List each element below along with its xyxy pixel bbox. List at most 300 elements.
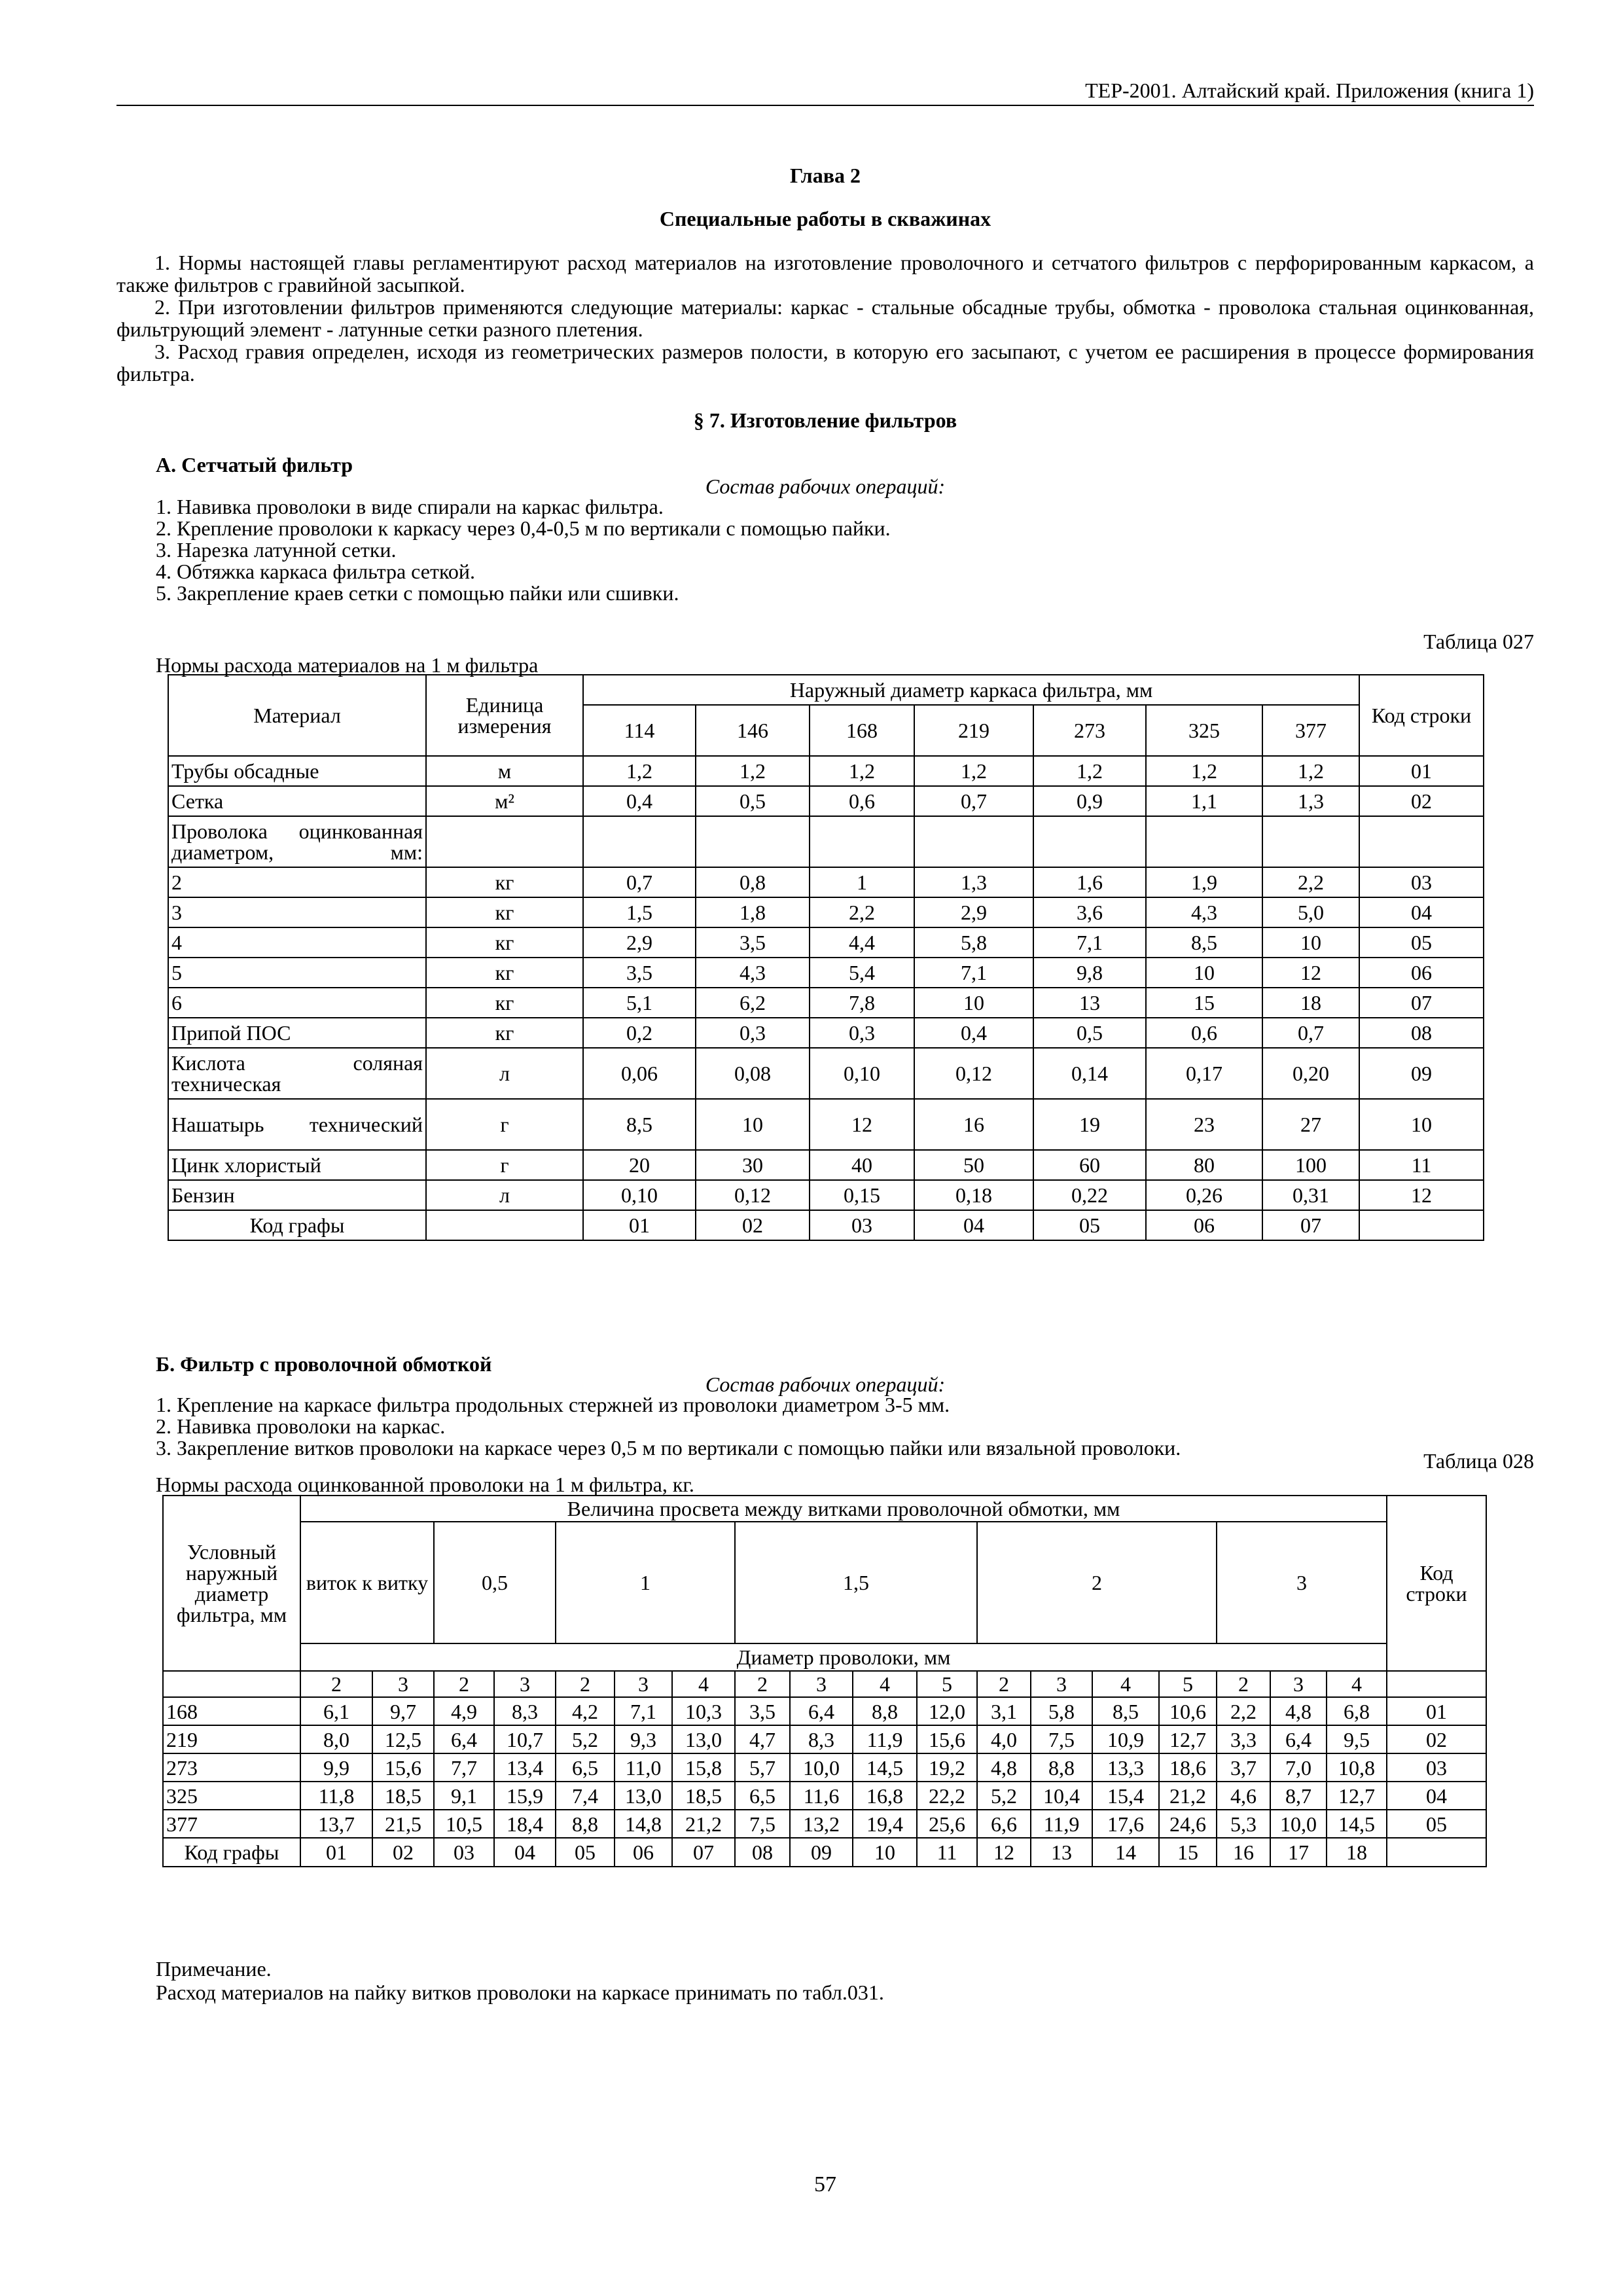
table-027	[168, 674, 1484, 1241]
value-cell: 0,3	[696, 1018, 810, 1048]
wire-diameter-cell: 2	[556, 1671, 615, 1697]
value-cell: 13,2	[790, 1810, 853, 1838]
diameter-header: 273	[1033, 705, 1146, 756]
value-cell: 0,5	[1033, 1018, 1146, 1048]
wire-diameter-cell: 2	[300, 1671, 372, 1697]
table-row	[163, 1725, 1486, 1753]
value-cell: 13,7	[300, 1810, 372, 1838]
material-cell: 4	[168, 927, 426, 958]
value-cell: 7,7	[434, 1753, 494, 1782]
table-027-label: Таблица 027	[1423, 630, 1534, 653]
column-code-cell: 02	[372, 1838, 434, 1867]
column-code-cell: 09	[790, 1838, 853, 1867]
unit-cell: м²	[426, 786, 583, 816]
value-cell: 5,8	[914, 927, 1033, 958]
value-cell: 20	[583, 1150, 696, 1180]
value-cell: 8,3	[494, 1697, 556, 1725]
row-code-cell: 11	[1359, 1150, 1484, 1180]
diameter-header: 168	[810, 705, 914, 756]
value-cell: 0,5	[696, 786, 810, 816]
wire-diameter-cell: 4	[1327, 1671, 1387, 1697]
column-code-cell: 04	[914, 1210, 1033, 1240]
value-cell: 1,9	[1146, 867, 1262, 897]
value-cell: 0,08	[696, 1048, 810, 1099]
row-code-cell: 01	[1387, 1697, 1486, 1725]
column-code-cell: 06	[615, 1838, 672, 1867]
value-cell: 10	[1146, 958, 1262, 988]
value-cell: 3,1	[977, 1697, 1031, 1725]
value-cell: 4,6	[1217, 1782, 1270, 1810]
value-cell: 5,3	[1217, 1810, 1270, 1838]
value-cell: 19	[1033, 1099, 1146, 1150]
value-cell: 21,2	[1159, 1782, 1217, 1810]
value-cell: 7,1	[914, 958, 1033, 988]
table-row	[163, 1810, 1486, 1838]
wire-diameter-cell: 3	[372, 1671, 434, 1697]
table-row	[168, 1150, 1484, 1180]
value-cell: 40	[810, 1150, 914, 1180]
running-header: ТЕР-2001. Алтайский край. Приложения (книга 1)	[1085, 79, 1534, 102]
value-cell: 11,0	[615, 1753, 672, 1782]
value-cell: 5,7	[735, 1753, 790, 1782]
value-cell: 6,5	[556, 1753, 615, 1782]
unit-cell: г	[426, 1150, 583, 1180]
value-cell: 8,8	[1031, 1753, 1092, 1782]
value-cell: 1,2	[810, 756, 914, 786]
value-cell: 15	[1146, 988, 1262, 1018]
value-cell: 0,8	[696, 867, 810, 897]
row-code-cell: 03	[1359, 867, 1484, 897]
value-cell: 10	[914, 988, 1033, 1018]
column-code-cell: 08	[735, 1838, 790, 1867]
diameter-header: 325	[1146, 705, 1262, 756]
value-cell: 12,0	[917, 1697, 977, 1725]
value-cell: 13	[1033, 988, 1146, 1018]
value-cell: 0,18	[914, 1180, 1033, 1210]
gap-group-header: Величина просвета между витками проволочной обмотки, мм	[300, 1496, 1387, 1522]
value-cell: 7,8	[810, 988, 914, 1018]
wire-diameter-cell: 4	[672, 1671, 735, 1697]
part-a-ops-title: Состав рабочих операций:	[705, 475, 946, 498]
value-cell: 1,5	[583, 897, 696, 927]
value-cell: 7,1	[615, 1697, 672, 1725]
wire-diameter-cell: 3	[615, 1671, 672, 1697]
chapter-title: Глава 2	[790, 164, 861, 187]
table-row	[168, 927, 1484, 958]
value-cell: 10,5	[434, 1810, 494, 1838]
unit-cell: кг	[426, 897, 583, 927]
value-cell: 30	[696, 1150, 810, 1180]
table-027-caption: Нормы расхода материалов на 1 м фильтра	[156, 653, 539, 677]
part-a-ops-list	[156, 496, 891, 604]
value-cell: 6,4	[434, 1725, 494, 1753]
value-cell: 11,8	[300, 1782, 372, 1810]
table-row	[168, 1018, 1484, 1048]
value-cell: 4,7	[735, 1725, 790, 1753]
table-028-label: Таблица 028	[1423, 1449, 1534, 1473]
column-code-cell: 13	[1031, 1838, 1092, 1867]
value-cell: 10,0	[790, 1753, 853, 1782]
column-code-cell: 17	[1270, 1838, 1327, 1867]
value-cell: 3,5	[735, 1697, 790, 1725]
material-cell: 2	[168, 867, 426, 897]
filter-diameter-cell: 377	[163, 1810, 300, 1838]
value-cell: 0,7	[583, 867, 696, 897]
value-cell: 4,0	[977, 1725, 1031, 1753]
value-cell: 25,6	[917, 1810, 977, 1838]
table-row	[168, 1099, 1484, 1150]
value-cell: 4,3	[1146, 897, 1262, 927]
value-cell: 0,10	[583, 1180, 696, 1210]
value-cell	[1262, 816, 1359, 867]
value-cell: 11,6	[790, 1782, 853, 1810]
value-cell: 5,2	[556, 1725, 615, 1753]
value-cell: 5,2	[977, 1782, 1031, 1810]
column-code-cell: 03	[810, 1210, 914, 1240]
row-code-cell: 05	[1387, 1810, 1486, 1838]
empty-cell	[1359, 1210, 1484, 1240]
value-cell: 27	[1262, 1099, 1359, 1150]
filter-diameter-cell: 168	[163, 1697, 300, 1725]
value-cell: 17,6	[1092, 1810, 1159, 1838]
value-cell: 2,2	[1217, 1697, 1270, 1725]
value-cell: 0,14	[1033, 1048, 1146, 1099]
value-cell: 15,8	[672, 1753, 735, 1782]
value-cell: 3,5	[583, 958, 696, 988]
material-cell: 3	[168, 897, 426, 927]
value-cell: 14,5	[1327, 1810, 1387, 1838]
value-cell: 4,3	[696, 958, 810, 988]
part-b-ops-title: Состав рабочих операций:	[705, 1372, 946, 1396]
table-row	[163, 1782, 1486, 1810]
value-cell	[810, 816, 914, 867]
part-b-ops-list	[156, 1394, 1181, 1459]
row-code-cell: 02	[1359, 786, 1484, 816]
value-cell: 10,6	[1159, 1697, 1217, 1725]
value-cell: 9,9	[300, 1753, 372, 1782]
value-cell: 19,2	[917, 1753, 977, 1782]
value-cell: 21,2	[672, 1810, 735, 1838]
unit-cell: кг	[426, 867, 583, 897]
wire-diameter-cell: 2	[1217, 1671, 1270, 1697]
row-code-cell: 02	[1387, 1725, 1486, 1753]
row-code-cell: 03	[1387, 1753, 1486, 1782]
row-code-header: Код строки	[1387, 1496, 1486, 1671]
filter-diameter-header: Условный наружный диаметр фильтра, мм	[163, 1496, 300, 1671]
value-cell: 1,2	[583, 756, 696, 786]
value-cell: 8,5	[583, 1099, 696, 1150]
value-cell: 0,7	[1262, 1018, 1359, 1048]
empty-cell	[163, 1671, 300, 1697]
value-cell: 15,9	[494, 1782, 556, 1810]
value-cell: 1,1	[1146, 786, 1262, 816]
value-cell: 9,1	[434, 1782, 494, 1810]
material-header: Материал	[168, 675, 426, 756]
value-cell	[583, 816, 696, 867]
value-cell: 22,2	[917, 1782, 977, 1810]
diameter-header: 377	[1262, 705, 1359, 756]
value-cell: 7,1	[1033, 927, 1146, 958]
value-cell: 10,4	[1031, 1782, 1092, 1810]
table-row	[168, 958, 1484, 988]
value-cell: 9,3	[615, 1725, 672, 1753]
column-code-label: Код графы	[168, 1210, 426, 1240]
gap-header: виток к витку	[300, 1522, 434, 1643]
value-cell: 9,8	[1033, 958, 1146, 988]
column-code-cell: 10	[853, 1838, 917, 1867]
intro-paragraph: 3. Расход гравия определен, исходя из геометрических размеров полости, в которую его засыпают, с учетом ее расширения в процессе формирования фильтра.	[116, 340, 1534, 386]
value-cell: 10,3	[672, 1697, 735, 1725]
operation-item: 1. Крепление на каркасе фильтра продольных стержней из проволоки диаметром 3-5 мм.	[156, 1393, 950, 1416]
section-title: § 7. Изготовление фильтров	[693, 408, 957, 432]
gap-header: 3	[1217, 1522, 1387, 1643]
value-cell: 4,4	[810, 927, 914, 958]
material-cell: Бензин	[168, 1180, 426, 1210]
value-cell: 0,7	[914, 786, 1033, 816]
unit-cell: кг	[426, 958, 583, 988]
value-cell: 10,0	[1270, 1810, 1327, 1838]
unit-cell: м	[426, 756, 583, 786]
value-cell: 80	[1146, 1150, 1262, 1180]
table-row	[168, 1048, 1484, 1099]
column-code-cell: 03	[434, 1838, 494, 1867]
value-cell: 6,1	[300, 1697, 372, 1725]
column-code-row	[168, 1210, 1484, 1240]
value-cell: 2,9	[914, 897, 1033, 927]
value-cell: 1,2	[696, 756, 810, 786]
value-cell: 3,5	[696, 927, 810, 958]
value-cell: 10	[696, 1099, 810, 1150]
value-cell: 1,3	[1262, 786, 1359, 816]
material-cell: Припой ПОС	[168, 1018, 426, 1048]
value-cell: 13,0	[672, 1725, 735, 1753]
value-cell: 0,20	[1262, 1048, 1359, 1099]
material-cell: Кислота соляная техническая	[168, 1048, 426, 1099]
note-text: Расход материалов на пайку витков проволоки на каркасе принимать по табл.031.	[156, 1981, 884, 2004]
value-cell: 0,31	[1262, 1180, 1359, 1210]
column-code-cell: 16	[1217, 1838, 1270, 1867]
value-cell: 23	[1146, 1099, 1262, 1150]
column-code-cell: 05	[1033, 1210, 1146, 1240]
value-cell: 6,5	[735, 1782, 790, 1810]
wire-diameter-cell: 3	[1270, 1671, 1327, 1697]
column-code-row	[163, 1838, 1486, 1867]
value-cell: 12,5	[372, 1725, 434, 1753]
value-cell: 14,5	[853, 1753, 917, 1782]
row-code-cell: 09	[1359, 1048, 1484, 1099]
value-cell: 0,12	[696, 1180, 810, 1210]
material-cell: Сетка	[168, 786, 426, 816]
value-cell: 11,9	[1031, 1810, 1092, 1838]
wire-diameter-cell: 5	[917, 1671, 977, 1697]
row-code-cell: 07	[1359, 988, 1484, 1018]
wire-diameter-cell: 4	[1092, 1671, 1159, 1697]
value-cell: 18,5	[372, 1782, 434, 1810]
wire-diameter-cell: 3	[1031, 1671, 1092, 1697]
column-code-cell: 07	[672, 1838, 735, 1867]
wire-diameter-cell: 4	[853, 1671, 917, 1697]
operation-item: 3. Закрепление витков проволоки на каркасе через 0,5 м по вертикали с помощью пайки или вязальной проволоки.	[156, 1436, 1181, 1460]
table-028	[162, 1495, 1487, 1867]
table-row	[168, 756, 1484, 786]
unit-cell: кг	[426, 988, 583, 1018]
row-code-cell: 04	[1387, 1782, 1486, 1810]
value-cell	[1033, 816, 1146, 867]
value-cell: 0,10	[810, 1048, 914, 1099]
value-cell: 9,5	[1327, 1725, 1387, 1753]
table-row	[168, 988, 1484, 1018]
value-cell: 0,3	[810, 1018, 914, 1048]
operation-item: 5. Закрепление краев сетки с помощью пайки или сшивки.	[156, 581, 679, 605]
operation-item: 3. Нарезка латунной сетки.	[156, 538, 397, 562]
value-cell: 8,0	[300, 1725, 372, 1753]
row-code-cell: 01	[1359, 756, 1484, 786]
diameter-header: 219	[914, 705, 1033, 756]
unit-cell	[426, 816, 583, 867]
value-cell: 6,8	[1327, 1697, 1387, 1725]
value-cell: 6,6	[977, 1810, 1031, 1838]
value-cell: 10,9	[1092, 1725, 1159, 1753]
unit-cell: л	[426, 1048, 583, 1099]
value-cell: 12	[1262, 958, 1359, 988]
column-code-cell: 12	[977, 1838, 1031, 1867]
column-code-cell: 01	[583, 1210, 696, 1240]
value-cell: 5,4	[810, 958, 914, 988]
material-cell: 6	[168, 988, 426, 1018]
value-cell: 21,5	[372, 1810, 434, 1838]
value-cell: 5,8	[1031, 1697, 1092, 1725]
operation-item: 4. Обтяжка каркаса фильтра сеткой.	[156, 560, 475, 583]
value-cell: 3,3	[1217, 1725, 1270, 1753]
value-cell: 19,4	[853, 1810, 917, 1838]
value-cell: 13,4	[494, 1753, 556, 1782]
row-code-cell: 12	[1359, 1180, 1484, 1210]
value-cell: 6,4	[790, 1697, 853, 1725]
value-cell: 0,17	[1146, 1048, 1262, 1099]
value-cell: 13,0	[615, 1782, 672, 1810]
value-cell: 8,3	[790, 1725, 853, 1753]
value-cell: 7,5	[735, 1810, 790, 1838]
value-cell: 18,4	[494, 1810, 556, 1838]
value-cell: 8,5	[1146, 927, 1262, 958]
value-cell: 0,4	[914, 1018, 1033, 1048]
row-code-cell: 06	[1359, 958, 1484, 988]
value-cell: 8,7	[1270, 1782, 1327, 1810]
column-code-cell: 11	[917, 1838, 977, 1867]
wire-diameter-row	[163, 1671, 1486, 1697]
column-code-cell: 05	[556, 1838, 615, 1867]
value-cell: 6,4	[1270, 1725, 1327, 1753]
material-cell: Трубы обсадные	[168, 756, 426, 786]
row-code-cell	[1359, 816, 1484, 867]
value-cell: 12,7	[1327, 1782, 1387, 1810]
value-cell: 0,4	[583, 786, 696, 816]
column-code-cell: 02	[696, 1210, 810, 1240]
column-code-cell: 06	[1146, 1210, 1262, 1240]
gap-header: 1	[556, 1522, 735, 1643]
value-cell: 2,2	[1262, 867, 1359, 897]
value-cell: 4,9	[434, 1697, 494, 1725]
unit-cell: г	[426, 1099, 583, 1150]
value-cell: 10,8	[1327, 1753, 1387, 1782]
value-cell	[1146, 816, 1262, 867]
value-cell: 12	[810, 1099, 914, 1150]
table-row	[163, 1753, 1486, 1782]
row-code-cell: 05	[1359, 927, 1484, 958]
column-code-label: Код графы	[163, 1838, 300, 1867]
table-row	[168, 897, 1484, 927]
diameter-header: 114	[583, 705, 696, 756]
unit-cell: кг	[426, 927, 583, 958]
value-cell: 8,8	[556, 1810, 615, 1838]
material-cell: Нашатырь технический	[168, 1099, 426, 1150]
value-cell: 2,9	[583, 927, 696, 958]
value-cell: 14,8	[615, 1810, 672, 1838]
column-code-cell: 18	[1327, 1838, 1387, 1867]
value-cell: 0,15	[810, 1180, 914, 1210]
value-cell: 0,06	[583, 1048, 696, 1099]
value-cell: 1,2	[1262, 756, 1359, 786]
column-code-cell: 07	[1262, 1210, 1359, 1240]
operation-item: 1. Навивка проволоки в виде спирали на каркас фильтра.	[156, 495, 664, 518]
value-cell: 8,5	[1092, 1697, 1159, 1725]
intro-text	[116, 251, 1534, 385]
part-b-title: Б. Фильтр с проволочной обмоткой	[156, 1352, 492, 1376]
empty-cell	[426, 1210, 583, 1240]
column-code-cell: 14	[1092, 1838, 1159, 1867]
table-row	[168, 867, 1484, 897]
value-cell: 4,2	[556, 1697, 615, 1725]
value-cell: 7,5	[1031, 1725, 1092, 1753]
header-rule	[116, 105, 1534, 106]
value-cell: 10	[1262, 927, 1359, 958]
value-cell: 0,6	[1146, 1018, 1262, 1048]
value-cell: 18	[1262, 988, 1359, 1018]
value-cell: 16,8	[853, 1782, 917, 1810]
value-cell: 3,7	[1217, 1753, 1270, 1782]
value-cell: 7,4	[556, 1782, 615, 1810]
value-cell: 50	[914, 1150, 1033, 1180]
operation-item: 2. Крепление проволоки к каркасу через 0,4-0,5 м по вертикали с помощью пайки.	[156, 516, 891, 540]
wire-diameter-cell: 3	[494, 1671, 556, 1697]
value-cell: 15,6	[917, 1725, 977, 1753]
value-cell: 10,7	[494, 1725, 556, 1753]
value-cell: 6,2	[696, 988, 810, 1018]
row-code-header: Код строки	[1359, 675, 1484, 756]
row-code-cell: 10	[1359, 1099, 1484, 1150]
value-cell: 5,1	[583, 988, 696, 1018]
value-cell: 9,7	[372, 1697, 434, 1725]
table-row	[163, 1697, 1486, 1725]
material-cell: 5	[168, 958, 426, 988]
value-cell: 0,2	[583, 1018, 696, 1048]
table-row	[168, 816, 1484, 867]
value-cell: 18,6	[1159, 1753, 1217, 1782]
row-code-cell: 04	[1359, 897, 1484, 927]
value-cell	[914, 816, 1033, 867]
column-code-cell: 04	[494, 1838, 556, 1867]
chapter-subtitle: Специальные работы в скважинах	[659, 207, 991, 230]
wire-diameter-cell: 5	[1159, 1671, 1217, 1697]
value-cell: 1,2	[1033, 756, 1146, 786]
diameter-header: 146	[696, 705, 810, 756]
filter-diameter-cell: 273	[163, 1753, 300, 1782]
table-row	[168, 1180, 1484, 1210]
value-cell: 3,6	[1033, 897, 1146, 927]
value-cell: 2,2	[810, 897, 914, 927]
value-cell	[696, 816, 810, 867]
value-cell: 60	[1033, 1150, 1146, 1180]
